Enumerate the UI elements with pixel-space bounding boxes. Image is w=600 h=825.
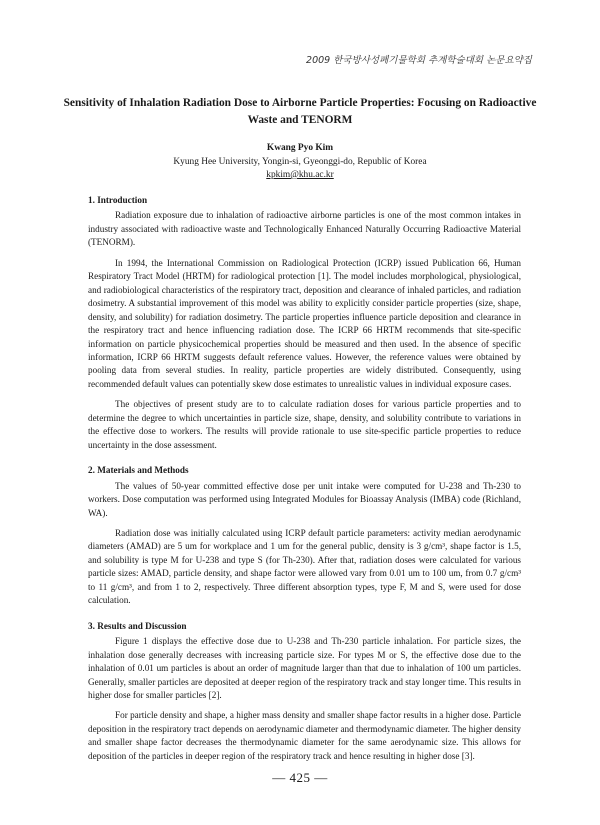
author-affiliation: Kyung Hee University, Yongin-si, Gyeonggi-do, Republic of Korea (173, 156, 427, 167)
author-email[interactable]: kpkim@khu.ac.kr (266, 170, 334, 180)
paper-title: Sensitivity of Inhalation Radiation Dose to Airborne Particle Properties: Focusing on Radioactive Waste and TENORM (63, 97, 537, 126)
section-materials-methods (88, 464, 521, 608)
paragraph: Figure 1 displays the effective dose due to U-238 and Th-230 particle inhalation. For particle sizes, the inhalation dose generally decreases with increasing particle size. For types M or S, the effective dose due to the inhalation of 0.01 um particles is about an order of magnitude larger than that due to inhalation of 100 um particles. Generally, smaller particles are deposited at deeper region of the respiratory track and stay longer time. This results in higher dose for smaller particles [2]. (88, 636, 521, 700)
paragraph: Radiation exposure due to inhalation of radioactive airborne particles is one of the most common intakes in industry associated with radioactive waste and Technologically Enhanced Naturally Occurring Radioactive Material (TENORM). (88, 210, 521, 248)
section-heading: 3. Results and Discussion (88, 620, 187, 631)
page-number: — 425 — (272, 770, 328, 785)
paragraph: The values of 50-year committed effective dose per unit intake were computed for U-238 and Th-230 to workers. Dose computation was performed using Integrated Modules for Bioassay Analysis (IMBA) code (Richland, WA). (88, 480, 521, 518)
section-introduction (88, 194, 521, 452)
section-heading: 2. Materials and Methods (88, 465, 189, 476)
paragraph: Radiation dose was initially calculated using ICRP default particle parameters: activity median aerodynamic diameters (AMAD) are 5 um for workplace and 1 um for the general public, density is 3 g/cm³, shape factor is 1.5, and solubility is type M for U-238 and type S (for Th-230). After that, radiation doses were calculated for various particle sizes: AMAD, particle density, and shape factor were allowed vary from 0.01 um to 100 um, from 0.7 g/cm³ to 11 g/cm³, and from 1 to 2, respectively. Three different absorption types, type F, M and S, were used for dose calculation. (88, 527, 521, 606)
paragraph: For particle density and shape, a higher mass density and smaller shape factor results in a higher dose. Particle deposition in the respiratory tract depends on aerodynamic diameter and thermodynamic diameter. The higher density and smaller shape factor decreases the thermodynamic diameter for the same aerodynamic size. This allows for deposition of the particles in deeper region of the respiratory track and hence resulting in higher dose [3]. (88, 710, 521, 761)
paragraph: In 1994, the International Commission on Radiological Protection (ICRP) issued Publication 66, Human Respiratory Tract Model (HRTM) for radiological protection [1]. The model includes morphological, physiological, and radiobiological characteristics of the respiratory tract, deposition and clearance of inhaled particles, and radiation dosimetry. A substantial improvement of this model was ability to explicitly consider particle properties (size, shape, density, and solubility) for radiation dosimetry. The particle properties influence particle deposition and clearance in the respiratory tract and hence influencing radiation dose. The ICRP 66 HRTM recommends that site-specific information on particle physicochemical properties should be measured and then used. In the absence of specific information, ICRP 66 HRTM suggests default reference values. However, the reference values were obtained by pooling data from several studies. In reality, particle properties are widely distributed. Consequently, using recommended default values can potentially skew dose estimates to unrealistic values in individual exposure cases. (88, 257, 521, 389)
conference-header: 2009 한국방사성폐기물학회 추계학술대회 논문요약집 (306, 55, 532, 66)
author-name: Kwang Pyo Kim (266, 143, 334, 153)
section-results-discussion (88, 620, 521, 764)
paper-body (88, 194, 521, 770)
paragraph: The objectives of present study are to to calculate radiation doses for various particle properties and to determine the degree to which uncertainties in particle size, shape, density, and solubility contribute to variations in the effective dose to workers. The results will provide rationale to use site-specific particle properties to reduce uncertainty in the dose assessment. (88, 399, 521, 450)
author-block (60, 142, 540, 183)
section-heading: 1. Introduction (88, 195, 148, 205)
